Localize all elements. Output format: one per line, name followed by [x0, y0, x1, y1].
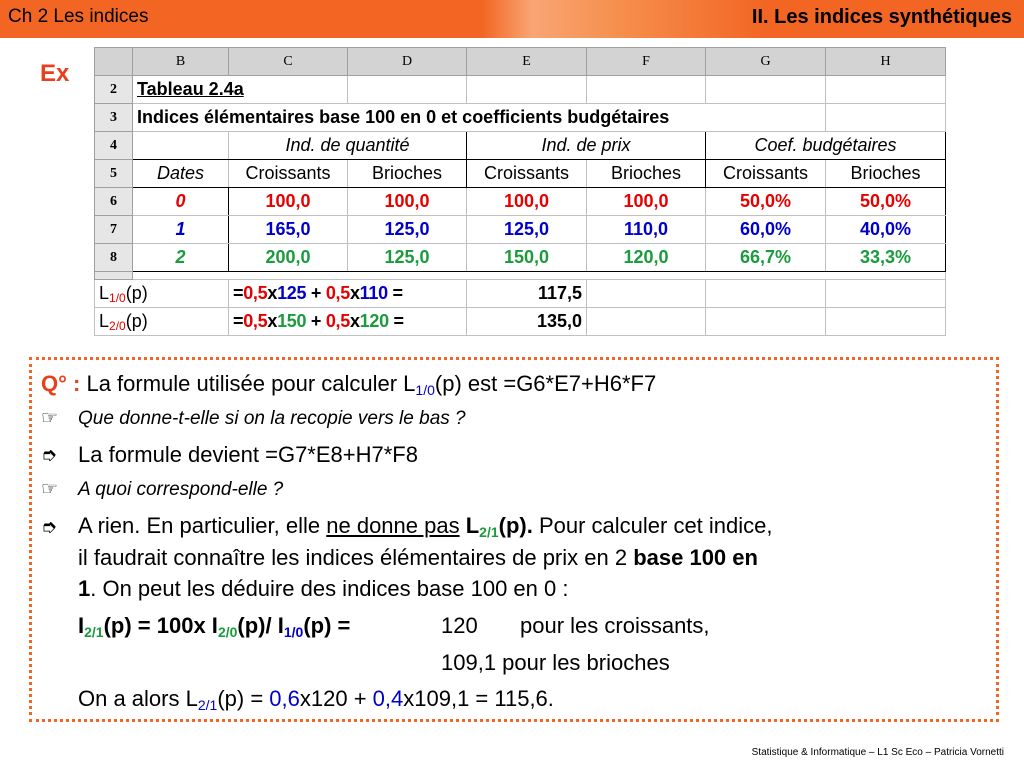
cell[interactable]	[133, 132, 229, 160]
cell[interactable]	[348, 76, 467, 104]
question-line: Q° : La formule utilisée pour calculer $L_{1/0}(p)$ est =G6*E7+H6*F7	[41, 371, 657, 398]
col-header-brioches-c[interactable]: Brioches	[826, 160, 946, 188]
cell[interactable]: 50,0%	[826, 188, 946, 216]
cell[interactable]: 110,0	[587, 216, 706, 244]
cell[interactable]: 120,0	[587, 244, 706, 272]
row-header-blank	[95, 272, 133, 280]
cell[interactable]: 100,0	[587, 188, 706, 216]
formula-value-2: 109,1 pour les brioches	[441, 650, 670, 675]
col-header-brioches-p[interactable]: Brioches	[587, 160, 706, 188]
arrow-icon: ➮	[41, 445, 57, 466]
calc-formula[interactable]: =0,5x150 + 0,5x120 =	[229, 308, 467, 336]
cell[interactable]: 165,0	[229, 216, 348, 244]
table-row	[95, 272, 946, 280]
group-header-quantity[interactable]: Ind. de quantité	[229, 132, 467, 160]
header-band	[0, 0, 1024, 38]
cell[interactable]: 40,0%	[826, 216, 946, 244]
example-label: Ex	[40, 60, 70, 87]
column-header-row	[95, 48, 946, 76]
col-header-brioches-q[interactable]: Brioches	[348, 160, 467, 188]
arrow-icon: ➮	[41, 517, 57, 538]
cell[interactable]: 100,0	[467, 188, 587, 216]
pointing-hand-icon: ☞	[41, 479, 59, 500]
row-header-4[interactable]: 4	[95, 132, 133, 160]
spreadsheet	[94, 47, 946, 336]
cell[interactable]	[826, 280, 946, 308]
table-row	[95, 244, 946, 272]
cell[interactable]: 125,0	[348, 216, 467, 244]
col-header-b[interactable]: B	[133, 48, 229, 76]
sub-question-2: A quoi correspond-elle ?	[78, 479, 284, 500]
cell-date[interactable]: 2	[133, 244, 229, 272]
table-row	[95, 76, 946, 104]
calc-result[interactable]: 117,5	[467, 280, 587, 308]
col-header-dates[interactable]: Dates	[133, 160, 229, 188]
answer-2-line-1: A rien. En particulier, elle ne donne pas $L_{2/1}(p)$. Pour calculer cet indice,	[78, 513, 773, 540]
cell[interactable]	[826, 104, 946, 132]
col-header-h[interactable]: H	[826, 48, 946, 76]
cell[interactable]	[706, 308, 826, 336]
col-header-g[interactable]: G	[706, 48, 826, 76]
cell[interactable]: 125,0	[348, 244, 467, 272]
answer-2-line-2: il faudrait connaître les indices élémentaires de prix en 2 base 100 en	[78, 545, 758, 570]
calc-result[interactable]: 135,0	[467, 308, 587, 336]
table-row	[95, 216, 946, 244]
col-header-croissants-q[interactable]: Croissants	[229, 160, 348, 188]
cell-date[interactable]: 0	[133, 188, 229, 216]
cell[interactable]: 150,0	[467, 244, 587, 272]
answer-2-line-3: 1. On peut les déduire des indices base 100 en 0 :	[78, 576, 569, 601]
cell[interactable]: 100,0	[229, 188, 348, 216]
calc-label[interactable]: $L_{2/0}(p)$	[95, 308, 229, 336]
cell[interactable]: 125,0	[467, 216, 587, 244]
table-row	[95, 132, 946, 160]
cell[interactable]: 60,0%	[706, 216, 826, 244]
cell[interactable]: 100,0	[348, 188, 467, 216]
cell[interactable]	[467, 76, 587, 104]
cell[interactable]: 200,0	[229, 244, 348, 272]
table-row	[95, 104, 946, 132]
cell[interactable]: 50,0%	[706, 188, 826, 216]
cell-date[interactable]: 1	[133, 216, 229, 244]
sub-question-1: Que donne-t-elle si on la recopie vers le bas ?	[78, 408, 466, 429]
group-header-price[interactable]: Ind. de prix	[467, 132, 706, 160]
chapter-title: Ch 2 Les indices	[8, 6, 149, 27]
section-title: II. Les indices synthétiques	[751, 6, 1012, 28]
col-header-e[interactable]: E	[467, 48, 587, 76]
row-header-6[interactable]: 6	[95, 188, 133, 216]
group-header-coef[interactable]: Coef. budgétaires	[706, 132, 946, 160]
cell[interactable]	[706, 76, 826, 104]
question-box	[29, 357, 999, 722]
pointing-hand-icon: ☞	[41, 408, 59, 429]
col-header-croissants-c[interactable]: Croissants	[706, 160, 826, 188]
calc-row	[95, 280, 946, 308]
table-subtitle[interactable]: Indices élémentaires base 100 en 0 et coefficients budgétaires	[133, 104, 826, 132]
cell[interactable]	[587, 76, 706, 104]
corner-cell[interactable]	[95, 48, 133, 76]
col-header-c[interactable]: C	[229, 48, 348, 76]
calc-formula[interactable]: =0,5x125 + 0,5x110 =	[229, 280, 467, 308]
cell[interactable]	[706, 280, 826, 308]
cell[interactable]	[587, 280, 706, 308]
cell[interactable]	[587, 308, 706, 336]
row-header-7[interactable]: 7	[95, 216, 133, 244]
spacer-row	[133, 272, 946, 280]
row-header-8[interactable]: 8	[95, 244, 133, 272]
col-header-croissants-p[interactable]: Croissants	[467, 160, 587, 188]
col-header-d[interactable]: D	[348, 48, 467, 76]
table-title[interactable]: Tableau 2.4a	[133, 76, 348, 104]
cell[interactable]	[826, 308, 946, 336]
row-header-2[interactable]: 2	[95, 76, 133, 104]
table-row	[95, 160, 946, 188]
col-header-f[interactable]: F	[587, 48, 706, 76]
conclusion-line: On a alors $L_{2/1}(p) = 0,6x120 + 0,4x109,1 = 115,6$.	[78, 686, 554, 713]
row-header-5[interactable]: 5	[95, 160, 133, 188]
calc-label[interactable]: $L_{1/0}(p)$	[95, 280, 229, 308]
row-header-3[interactable]: 3	[95, 104, 133, 132]
cell[interactable]: 33,3%	[826, 244, 946, 272]
answer-1: La formule devient =G7*E8+H7*F8	[78, 442, 418, 467]
formula-label-1: pour les croissants,	[520, 613, 710, 638]
formula-value-1: 120	[441, 613, 478, 638]
cell[interactable]: 66,7%	[706, 244, 826, 272]
formula-line: $I_{2/1}(p) = 100x$ $I_{2/0}(p)/$ $I_{1/0}(p)$ =	[78, 613, 351, 640]
footer: Statistique & Informatique – L1 Sc Eco – Patricia Vornetti	[751, 747, 1004, 758]
calc-row	[95, 308, 946, 336]
table-row	[95, 188, 946, 216]
cell[interactable]	[826, 76, 946, 104]
